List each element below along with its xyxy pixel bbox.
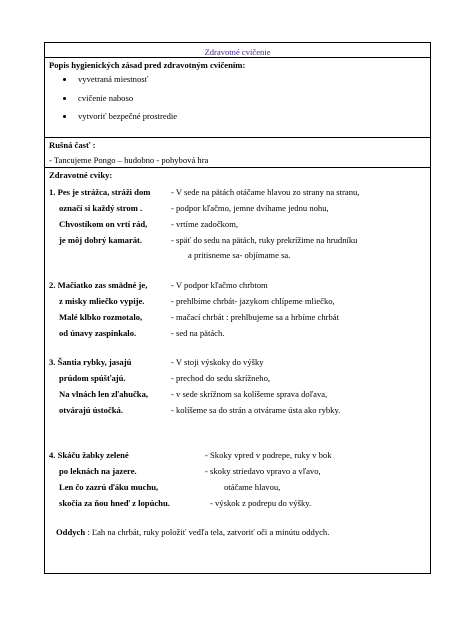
action-line: - v sede skrížnom sa kolíšeme sprava doľava, (171, 389, 328, 399)
cviky-heading: Zdravotné cviky: (49, 170, 113, 180)
bullet-icon (63, 78, 66, 81)
action-line: - sed na pätách. (171, 328, 225, 338)
verse-line: z misky mliečko vypije. (59, 296, 145, 306)
verse-line: od únavy zaspinkalo. (59, 328, 137, 338)
verse-line: skočia za ňou hneď z lopúchu. (59, 498, 170, 508)
intro-bullet-2: cvičenie naboso (78, 93, 134, 103)
action-line: - Skoky vpred v podrepe, ruky v bok (205, 450, 332, 460)
verse-line: Malé klbko rozmotalo, (59, 312, 143, 322)
action-line: a pritisneme sa- objímame sa. (188, 250, 291, 260)
intro-heading: Popis hygienických zásad pred zdravotným cvičením: (49, 60, 246, 70)
action-line: - skoky striedavo vpravo a vľavo, (205, 466, 321, 476)
verse-line: prúdom spúšťajú. (59, 373, 126, 383)
divider (45, 167, 430, 168)
verse-line: 3. Šantia rybky, jasajú (49, 357, 132, 367)
verse-line: 4. Skáču žabky zelené (49, 450, 129, 460)
verse-line: po leknách na jazere. (59, 466, 137, 476)
page-title: Zdravotné cvičenie (204, 47, 271, 57)
bullet-icon (63, 97, 66, 100)
action-line: - mačací chrbát : prehlbujeme sa a hrbíme chrbát (171, 312, 339, 322)
rusna-heading: Rušná časť : (49, 140, 96, 150)
verse-line: Chvostíkom on vrtí rád, (59, 219, 148, 229)
verse-line: Na vlnách len zľahučka, (59, 389, 149, 399)
bullet-icon (63, 115, 66, 118)
verse-line: otvárajú ústočká. (59, 405, 123, 415)
oddych-text: : Ľah na chrbát, ruky položiť vedľa tela, zatvoriť oči a minútu oddych. (87, 527, 330, 537)
oddych-label: Oddych (56, 527, 86, 537)
oddych-line (56, 527, 329, 537)
action-line: - výskok z podrepu do výšky. (210, 498, 312, 508)
divider (45, 57, 430, 58)
action-line: - späť do sedu na pätách, ruky prekrížime na hrudníku (171, 235, 358, 245)
verse-line: je môj dobrý kamarát. (59, 235, 143, 245)
action-line: - prechod do sedu skrížneho, (171, 373, 271, 383)
action-line: - vrtíme zadočkom, (171, 219, 239, 229)
divider (45, 137, 430, 138)
verse-line: 2. Mačiatko zas smädné je, (49, 280, 148, 290)
action-line: - kolíšeme sa do strán a otvárame ústa ako rybky. (171, 405, 341, 415)
verse-line: 1. Pes je strážca, stráži dom (49, 187, 151, 197)
rusna-text: - Tancujeme Pongo – hudobno - pohybová hra (49, 155, 209, 165)
verse-line: Len čo zazrú ďáku muchu, (59, 482, 159, 492)
intro-bullet-3: vytvoriť bezpečné prostredie (78, 111, 178, 121)
verse-line: označí si každý strom . (59, 203, 143, 213)
action-line: - V sede na pätách otáčame hlavou zo strany na stranu, (171, 187, 360, 197)
action-line: - V stoji výskoky do výšky (171, 357, 264, 367)
intro-bullet-1: vyvetraná miestnosť (78, 74, 149, 84)
action-line: - V podpor kľačmo chrbtom (171, 280, 268, 290)
exercise-table (44, 42, 431, 574)
action-line: otáčame hlavou, (224, 482, 281, 492)
action-line: - prehlbíme chrbát- jazykom chlípeme mliečko, (171, 296, 335, 306)
action-line: - podpor kľačmo, jemne dvíhame jednu nohu, (171, 203, 329, 213)
